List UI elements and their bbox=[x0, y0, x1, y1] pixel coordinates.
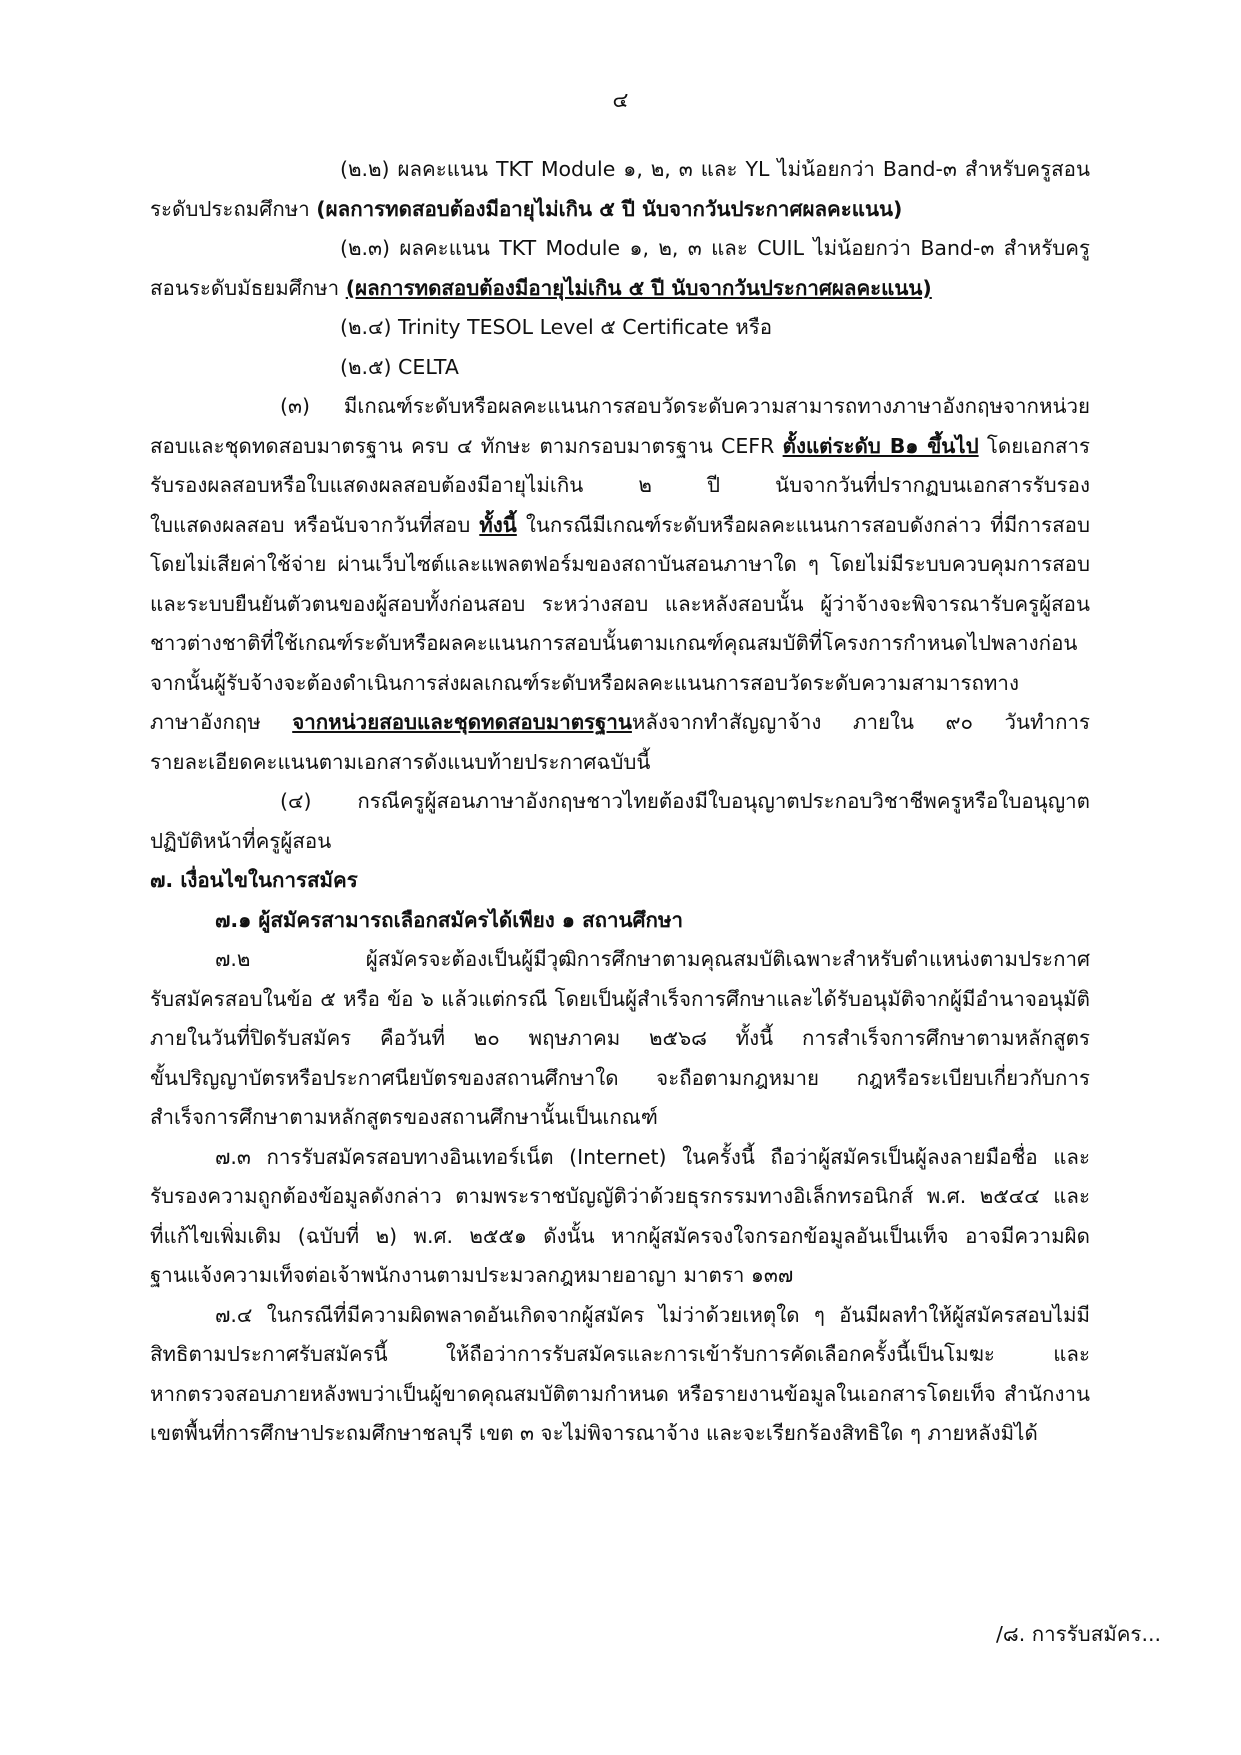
para-3-standard-test: จากหน่วยสอบและชุดทดสอบมาตรฐาน bbox=[292, 710, 632, 734]
para-4-line-1: (๔) กรณีครูผู้สอนภาษาอังกฤษชาวไทยต้องมีใบอนุญาตประกอบวิชาชีพครูหรือใบอนุญาต bbox=[280, 789, 1090, 813]
section-7-3-line-1: ๗.๓ การรับสมัครสอบทางอินเทอร์เน็ต (Internet) ในครั้งนี้ ถือว่าผู้สมัครเป็นผู้ลงลายมือชื่อ และ bbox=[215, 1144, 1090, 1169]
para-3-line-6: และระบบยืนยันตัวตนของผู้สอบทั้งก่อนสอบ ระหว่างสอบ และหลังสอบนั้น ผู้ว่าจ้างจะพิจารณารับครูผู้สอน bbox=[150, 591, 1090, 616]
section-7-4-line-4: เขตพื้นที่การศึกษาประถมศึกษาชลบุรี เขต ๓ จะไม่พิจารณาจ้าง และจะเรียกร้องสิทธิใด ๆ ภายหลังมิได้ bbox=[150, 1421, 1038, 1445]
para-3-line-9-a: ภาษาอังกฤษ bbox=[150, 710, 293, 734]
item-2-3-line-1: (๒.๓) ผลคะแนน TKT Module ๑, ๒, ๓ และ CUIL ไม่น้อยกว่า Band-๓ สำหรับครู bbox=[340, 236, 1090, 260]
para-3-line-5: โดยไม่เสียค่าใช้จ่าย ผ่านเว็บไซต์และแพลตฟอร์มของสถาบันสอนภาษาใด ๆ โดยไม่มีระบบควบคุมการสอบ bbox=[150, 552, 1090, 576]
para-3-line-4-c: ในกรณีมีเกณฑ์ระดับหรือผลคะแนนการสอบดังกล่าว ที่มีการสอบ bbox=[516, 512, 1090, 537]
para-3-line-2 bbox=[150, 427, 1090, 467]
section-7-3-line-4: ฐานแจ้งความเท็จต่อเจ้าพนักงานตามประมวลกฎหมายอาญา มาตรา ๑๓๗ bbox=[150, 1263, 794, 1287]
section-7-2-line-5: สำเร็จการศึกษาตามหลักสูตรของสถานศึกษานั้นเป็นเกณฑ์ bbox=[150, 1105, 658, 1129]
para-3-line-10: รายละเอียดคะแนนตามเอกสารดังแนบท้ายประกาศฉบับนี้ bbox=[150, 749, 651, 774]
para-3-line-9-c: หลังจากทำสัญญาจ้าง ภายใน ๙๐ วันทำการ bbox=[631, 710, 1091, 734]
para-3-line-1: (๓) มีเกณฑ์ระดับหรือผลคะแนนการสอบวัดระดับความสามารถทางภาษาอังกฤษจากหน่วย bbox=[280, 394, 1090, 418]
para-3-line-2-c: โดยเอกสาร bbox=[978, 433, 1090, 458]
item-2-3-note: (ผลการทดสอบต้องมีอายุไม่เกิน ๕ ปี นับจากวันประกาศผลคะแนน) bbox=[345, 275, 932, 300]
para-3-line-9 bbox=[150, 703, 1090, 743]
section-7-4-line-1: ๗.๔ ในกรณีที่มีความผิดพลาดอันเกิดจากผู้สมัคร ไม่ว่าด้วยเหตุใด ๆ อันมีผลทำให้ผู้สมัครสอบไม่มี bbox=[215, 1302, 1090, 1327]
para-3-emphasis: ทั้งนี้ bbox=[479, 512, 517, 537]
section-7-2-line-4: ขั้นปริญญาบัตรหรือประกาศนียบัตรของสถานศึกษาใด จะถือตามกฎหมาย กฎหรือระเบียบเกี่ยวกับการ bbox=[150, 1065, 1090, 1090]
section-7-heading: ๗. เงื่อนไขในการสมัคร bbox=[150, 868, 358, 892]
item-2-2-note: (ผลการทดสอบต้องมีอายุไม่เกิน ๕ ปี นับจากวันประกาศผลคะแนน) bbox=[316, 196, 903, 221]
item-2-2-line-1: (๒.๒) ผลคะแนน TKT Module ๑, ๒, ๓ และ YL ไม่น้อยกว่า Band-๓ สำหรับครูสอน bbox=[340, 157, 1090, 181]
para-3-line-4 bbox=[150, 506, 1090, 546]
section-7-3-line-2: รับรองความถูกต้องข้อมูลดังกล่าว ตามพระราชบัญญัติว่าด้วยธุรกรรมทางอิเล็กทรอนิกส์ พ.ศ. ๒๕๔๔ และ bbox=[150, 1184, 1090, 1208]
para-3-line-7: ชาวต่างชาติที่ใช้เกณฑ์ระดับหรือผลคะแนนการสอบนั้นตามเกณฑ์คุณสมบัติที่โครงการกำหนดไปพลางก่อน bbox=[150, 631, 1078, 655]
next-page-note: /๘. การรับสมัคร... bbox=[995, 1622, 1161, 1646]
item-2-4: (๒.๔) Trinity TESOL Level ๕ Certificate หรือ bbox=[340, 315, 773, 339]
para-3-line-8: จากนั้นผู้รับจ้างจะต้องดำเนินการส่งผลเกณฑ์ระดับหรือผลคะแนนการสอบวัดระดับความสามารถทาง bbox=[150, 670, 1019, 695]
section-7-4-line-2: สิทธิตามประกาศรับสมัครนี้ ให้ถือว่าการรับสมัครและการเข้ารับการคัดเลือกครั้งนี้เป็นโมฆะ และ bbox=[150, 1342, 1090, 1366]
item-2-5: (๒.๕) CELTA bbox=[340, 354, 459, 379]
section-7-4-line-3: หากตรวจสอบภายหลังพบว่าเป็นผู้ขาดคุณสมบัติตามกำหนด หรือรายงานข้อมูลในเอกสารโดยเท็จ สำนักงาน bbox=[150, 1381, 1090, 1406]
section-7-1: ๗.๑ ผู้สมัครสามารถเลือกสมัครได้เพียง ๑ สถานศึกษา bbox=[215, 907, 683, 932]
para-3-line-2-a: สอบและชุดทดสอบมาตรฐาน ครบ ๔ ทักษะ ตามกรอบมาตรฐาน CEFR bbox=[150, 433, 783, 458]
para-3-cefr-level: ตั้งแต่ระดับ B๑ ขึ้นไป bbox=[782, 433, 979, 458]
item-2-3-line-2 bbox=[150, 269, 1090, 309]
section-7-2-line-3: ภายในวันที่ปิดรับสมัคร คือวันที่ ๒๐ พฤษภาคม ๒๕๖๘ ทั้งนี้ การสำเร็จการศึกษาตามหลักสูตร bbox=[150, 1026, 1090, 1050]
document-body bbox=[150, 150, 1090, 1454]
item-2-3-text: สอนระดับมัธยมศึกษา bbox=[150, 275, 346, 300]
item-2-2-line-2 bbox=[150, 190, 1090, 230]
page-number: ๔ bbox=[612, 88, 629, 112]
item-2-2-text: ระดับประถมศึกษา bbox=[150, 196, 317, 221]
section-7-2-line-2: รับสมัครสอบในข้อ ๕ หรือ ข้อ ๖ แล้วแต่กรณี โดยเป็นผู้สำเร็จการศึกษาและได้รับอนุมัติจากผู้มีอำนาจอนุมัติ bbox=[150, 986, 1090, 1011]
section-7-2-line-1: ๗.๒ ผู้สมัครจะต้องเป็นผู้มีวุฒิการศึกษาตามคุณสมบัติเฉพาะสำหรับตำแหน่งตามประกาศ bbox=[215, 947, 1090, 971]
para-3-line-4-a: ใบแสดงผลสอบ หรือนับจากวันที่สอบ bbox=[150, 512, 480, 537]
section-7-3-line-3: ที่แก้ไขเพิ่มเติม (ฉบับที่ ๒) พ.ศ. ๒๕๕๑ ดังนั้น หากผู้สมัครจงใจกรอกข้อมูลอันเป็นเท็จ อาจมีความผิด bbox=[150, 1223, 1090, 1248]
para-3-line-3: รับรองผลสอบหรือใบแสดงผลสอบต้องมีอายุไม่เกิน ๒ ปี นับจากวันที่ปรากฏบนเอกสารรับรอง bbox=[150, 473, 1090, 497]
para-4-line-2: ปฏิบัติหน้าที่ครูผู้สอน bbox=[150, 828, 332, 853]
